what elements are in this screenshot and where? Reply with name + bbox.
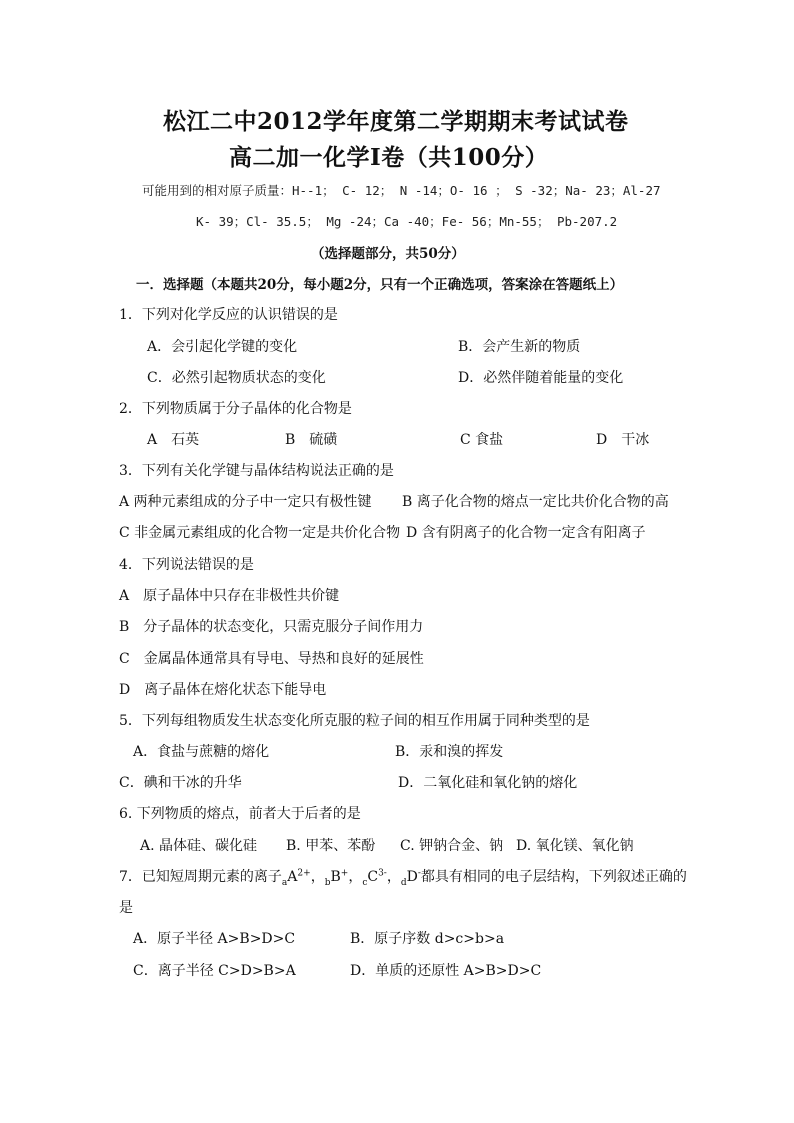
q6-option-a: A. 晶体硅、碳化硅 [140, 838, 258, 854]
q3-option-d: D 含有阴离子的化合物一定含有阳离子 [406, 525, 646, 541]
q4-option-d: D 离子晶体在熔化状态下能导电 [119, 682, 327, 698]
q5-option-b: B．汞和溴的挥发 [395, 744, 504, 760]
ion-b-charge: + [340, 868, 349, 879]
q2-option-c: C 食盐 [460, 432, 504, 448]
q2-option-b: B 硫磺 [285, 432, 338, 448]
ion-d-sub: d [400, 877, 407, 888]
question-1-stem: 1．下列对化学反应的认识错误的是 [119, 307, 338, 323]
question-3-stem: 3．下列有关化学键与晶体结构说法正确的是 [119, 463, 394, 479]
ion-b [324, 868, 349, 888]
q4-option-b: B 分子晶体的状态变化，只需克服分子间作用力 [119, 619, 424, 635]
ion-a-symbol: A [287, 869, 298, 885]
question-5-stem: 5．下列每组物质发生状态变化所克服的粒子间的相互作用属于同种类型的是 [119, 713, 590, 729]
q1-option-c: C．必然引起物质状态的变化 [147, 370, 326, 386]
ion-separator: ， [348, 869, 363, 885]
exam-title: 松江二中2012学年度第二学期期末考试试卷 [163, 108, 629, 135]
question-2-stem: 2．下列物质属于分子晶体的化合物是 [119, 401, 352, 417]
ion-a-charge: 2+ [297, 868, 311, 879]
ion-d-charge: - [417, 868, 421, 879]
q7-option-a: A．原子半径 A>B>D>C [133, 931, 296, 947]
question-6-stem: 6. 下列物质的熔点，前者大于后者的是 [119, 806, 361, 822]
q2-option-a: A 石英 [147, 432, 200, 448]
q6-option-b: B. 甲苯、苯酚 [286, 838, 376, 854]
ion-b-symbol: B [330, 869, 341, 885]
ion-a-sub: a [281, 877, 288, 888]
q7-stem-suffix: 都具有相同的电子层结构，下列叙述正确的 [420, 869, 687, 885]
q7-option-b: B．原子序数 d>c>b>a [350, 931, 505, 947]
q7-stem-prefix: 7．已知短周期元素的离子 [119, 869, 282, 885]
q1-option-a: A．会引起化学键的变化 [147, 339, 298, 355]
exam-subtitle: 高二加一化学Ⅰ卷（共100分） [229, 144, 549, 171]
ion-separator: ， [310, 869, 325, 885]
ion-c-symbol: C [367, 869, 379, 885]
q5-option-d: D．二氧化硅和氧化钠的熔化 [398, 775, 578, 791]
q5-option-c: C．碘和干冰的升华 [119, 775, 242, 791]
question-7-stem [119, 866, 687, 888]
section-heading: 一．选择题（本题共20分，每小题2分，只有一个正确选项，答案涂在答题纸上） [136, 277, 624, 293]
part-label: （选择题部分，共50分） [311, 246, 465, 262]
ion-c [362, 868, 387, 888]
q3-option-b: B 离子化合物的熔点一定比共价化合物的高 [402, 494, 669, 510]
q3-option-a: A 两种元素组成的分子中一定只有极性键 [119, 494, 372, 510]
q3-option-c: C 非金属元素组成的化合物一定是共价化合物 [119, 525, 401, 541]
q5-option-a: A．食盐与蔗糖的熔化 [133, 744, 270, 760]
q4-option-c: C 金属晶体通常具有导电、导热和良好的延展性 [119, 651, 424, 667]
ion-c-sub: c [362, 877, 368, 888]
q6-option-c: C. 钾钠合金、钠 [400, 838, 504, 854]
q7-stem-line-2: 是 [119, 900, 133, 916]
ion-d-symbol: D [406, 869, 418, 885]
question-4-stem: 4．下列说法错误的是 [119, 557, 254, 573]
q1-option-d: D．必然伴随着能量的变化 [458, 370, 624, 386]
q6-option-d: D. 氧化镁、氧化钠 [516, 838, 634, 854]
atomic-masses-line-1: 可能用到的相对原子质量：H--1； C- 12； N -14；O- 16 ； S -32；Na- 23；Al-27 [142, 183, 661, 198]
ion-a [281, 868, 311, 888]
q1-option-b: B．会产生新的物质 [458, 339, 581, 355]
ion-separator: ， [386, 869, 401, 885]
q4-option-a: A 原子晶体中只存在非极性共价键 [119, 588, 340, 604]
q2-option-d: D 干冰 [596, 432, 650, 448]
q7-option-c: C．离子半径 C>D>B>A [133, 963, 296, 979]
q7-option-d: D．单质的还原性 A>B>D>C [350, 963, 542, 979]
ion-c-charge: 3- [378, 868, 387, 879]
ion-b-sub: b [324, 877, 331, 888]
atomic-masses-line-2: K- 39；Cl- 35.5； Mg -24；Ca -40；Fe- 56；Mn-55； Pb-207.2 [196, 214, 618, 229]
ion-d [400, 868, 421, 888]
